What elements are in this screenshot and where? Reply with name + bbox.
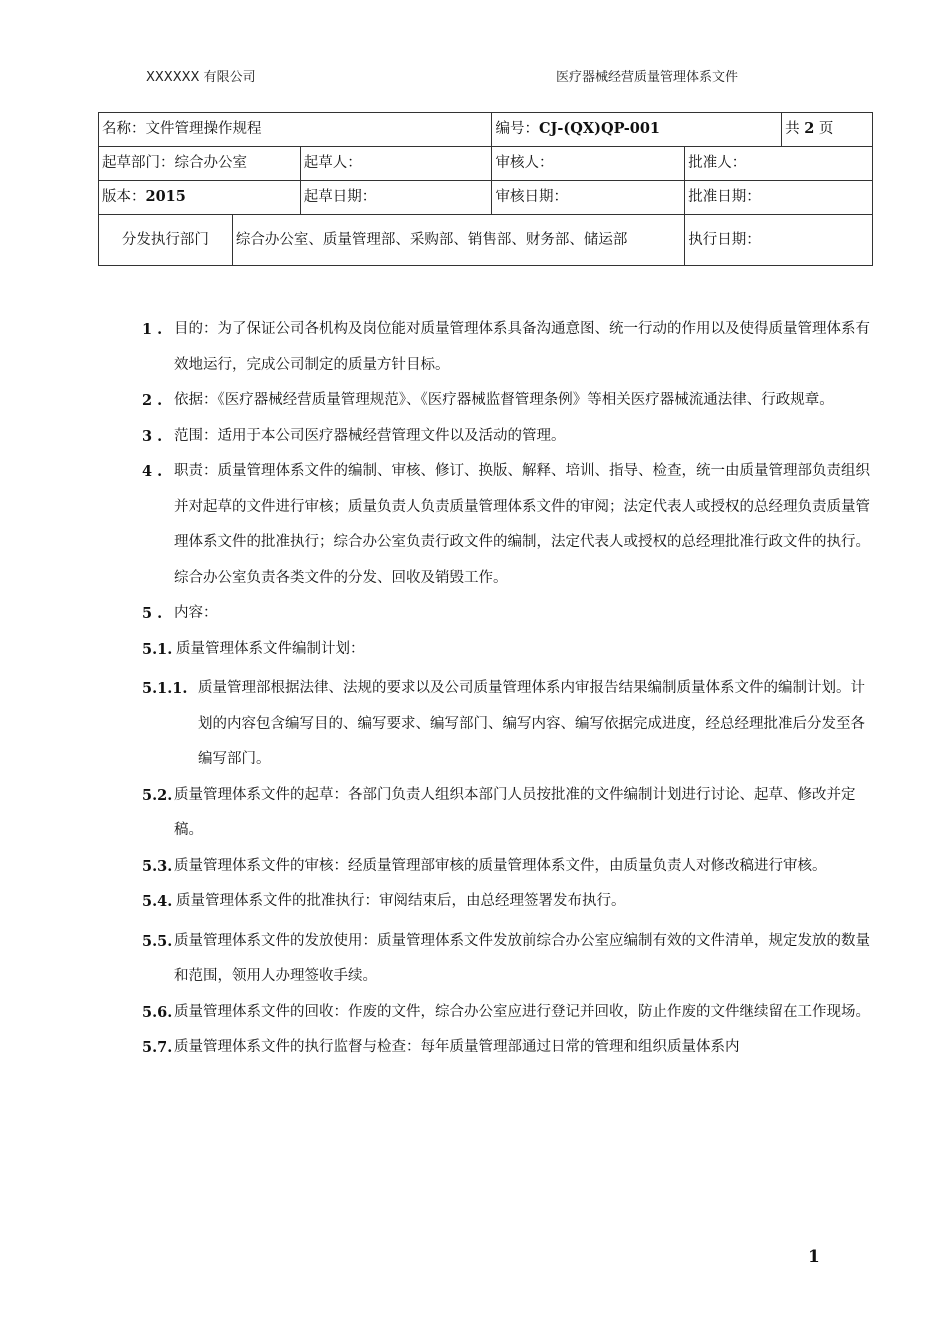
section-text: 范围：适用于本公司医疗器械经营管理文件以及活动的管理。 (174, 427, 566, 444)
page-count-prefix: 共 (785, 121, 800, 138)
section-number: 5.6. (142, 1003, 173, 1021)
approve-date-cell: 批准日期： (685, 181, 873, 215)
section-number: 5.4. (142, 893, 173, 910)
section-text: 职责：质量管理体系文件的编制、审核、修订、换版、解释、培训、指导、检查，统一由质量管理部负责组织并对起草的文件进行审核；质量负责人负责质量管理体系文件的审阅；法定代表人或授权的总经理负责质量管理体系文件的批准执行；综合办公室负责行政文件的编制，法定代表人或授权的总经理批准行政文件的执行。综合办公室负责各类文件的分发、回收及销毁工作。 (174, 463, 870, 586)
section-5 (142, 596, 878, 632)
document-code: CJ-(QX)QP-001 (538, 120, 661, 138)
section-5-6 (142, 995, 878, 1031)
distribution-departments: 综合办公室、质量管理部、采购部、销售部、财务部、储运部 (232, 215, 684, 266)
section-number: 5.3. (142, 857, 173, 875)
section-text: 内容： (174, 605, 218, 621)
dept-cell (99, 147, 301, 181)
section-5-5 (142, 924, 878, 995)
section-text: 质量管理体系文件的执行监督与检查：每年质量管理部通过日常的管理和组织质量体系内 (174, 1039, 740, 1055)
section-number: 3 . (142, 427, 163, 445)
section-3 (142, 419, 878, 455)
company-name: XXXXXX 有限公司 (146, 70, 256, 85)
section-text: 目的：为了保证公司各机构及岗位能对质量管理体系具备沟通意图、统一行动的作用以及使得质量管理体系有效地运行，完成公司制定的质量方针目标。 (174, 321, 870, 373)
section-number: 5 . (142, 605, 163, 622)
section-text: 质量管理体系文件的起草：各部门负责人组织本部门人员按批准的文件编制计划进行讨论、起草、修改并定稿。 (174, 786, 856, 838)
section-text: 质量管理体系文件的回收：作废的文件，综合办公室应进行登记并回收，防止作废的文件继续留在工作现场。 (174, 1003, 870, 1020)
page-count-value: 2 (804, 120, 815, 138)
section-text: 质量管理体系文件的发放使用：质量管理体系文件发放前综合办公室应编制有效的文件清单，规定发放的数量和范围，领用人办理签收手续。 (174, 932, 870, 984)
section-5-3 (142, 849, 878, 885)
approver-cell: 批准人： (685, 147, 873, 181)
drafter-cell: 起草人： (300, 147, 492, 181)
page-count-suffix: 页 (818, 121, 834, 138)
version-label: 版本： (102, 189, 146, 206)
section-text: 质量管理体系文件的审核：经质量管理部审核的质量管理体系文件，由质量负责人对修改稿进行审核。 (174, 857, 827, 874)
code-label: 编号： (495, 121, 539, 138)
section-2 (142, 383, 878, 419)
section-number: 5.1.1. (142, 680, 188, 697)
draft-date-cell: 起草日期： (300, 181, 492, 215)
section-number: 5.7. (142, 1039, 173, 1056)
section-text: 依据：《医疗器械经营质量管理规范》、《医疗器械监督管理条例》等相关医疗器械流通法律、行政规章。 (174, 392, 834, 408)
section-4 (142, 454, 878, 596)
name-cell (99, 113, 492, 147)
version-value: 2015 (145, 188, 186, 206)
version-cell (99, 181, 301, 215)
distribution-label: 分发执行部门 (99, 215, 233, 266)
page-number: 1 (808, 1247, 820, 1267)
execution-date-cell: 执行日期： (685, 215, 873, 266)
dept-label: 起草部门： (102, 155, 175, 172)
section-5-1 (142, 632, 878, 668)
section-text: 质量管理体系文件编制计划： (176, 640, 365, 657)
section-number: 1 . (142, 321, 163, 338)
section-number: 4 . (142, 463, 163, 480)
page-count-cell (782, 113, 873, 147)
section-number: 2 . (142, 392, 163, 409)
section-5-1-1 (142, 671, 878, 778)
name-label: 名称： (102, 121, 146, 138)
section-5-2 (142, 778, 878, 849)
document-info-table (98, 112, 873, 266)
section-5-4 (142, 884, 878, 920)
section-1 (142, 312, 878, 383)
section-number: 5.2. (142, 786, 173, 804)
section-text: 质量管理体系文件的批准执行：审阅结束后，由总经理签署发布执行。 (176, 893, 626, 909)
section-text: 质量管理部根据法律、法规的要求以及公司质量管理体系内审报告结果编制质量体系文件的编制计划。计划的内容包含编写目的、编写要求、编写部门、编写内容、编写依据完成进度，经总经理批准后分发至各编写部门。 (198, 680, 865, 767)
dept-value: 综合办公室 (174, 155, 247, 172)
review-date-cell: 审核日期： (492, 181, 685, 215)
section-number: 5.1. (142, 640, 173, 658)
code-cell (492, 113, 782, 147)
document-series-title: 医疗器械经营质量管理体系文件 (556, 70, 739, 85)
reviewer-cell: 审核人： (492, 147, 685, 181)
document-name: 文件管理操作规程 (145, 121, 262, 138)
section-number: 5.5. (142, 932, 173, 950)
procedure-body (142, 312, 878, 1066)
section-5-7 (142, 1030, 878, 1066)
